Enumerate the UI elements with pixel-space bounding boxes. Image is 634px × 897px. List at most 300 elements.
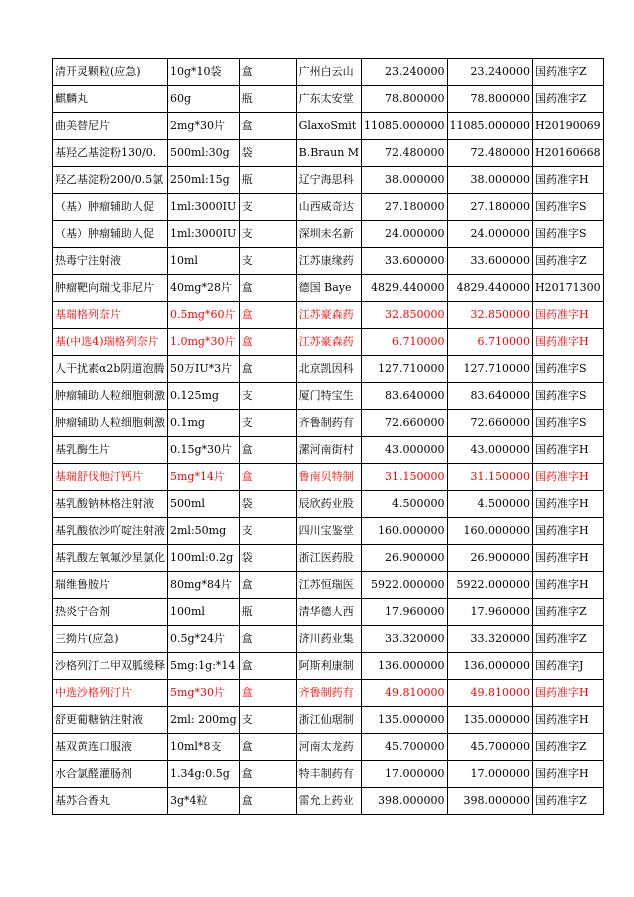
table-row [53, 572, 604, 599]
approval-number-cell[interactable] [533, 680, 604, 707]
manufacturer-cell[interactable] [296, 491, 361, 518]
price-cell[interactable] [362, 437, 447, 464]
price-cell[interactable] [362, 761, 447, 788]
table-row [53, 86, 604, 113]
manufacturer-cell[interactable] [296, 626, 361, 653]
specification-cell[interactable] [168, 221, 240, 248]
manufacturer-cell[interactable] [296, 302, 361, 329]
specification-cell-text: 0.125mg [170, 390, 219, 402]
drug-name-cell-text: 基乳酶生片 [55, 444, 110, 456]
price-cell[interactable] [362, 545, 447, 572]
drug-name-cell[interactable] [53, 194, 168, 221]
manufacturer-cell[interactable] [296, 410, 361, 437]
retail-price-cell-text: 45.700000 [470, 741, 531, 753]
table-row [53, 167, 604, 194]
manufacturer-cell[interactable] [296, 275, 361, 302]
approval-number-cell[interactable] [533, 572, 604, 599]
price-cell-text: 78.800000 [385, 93, 445, 105]
unit-cell[interactable] [239, 329, 296, 356]
drug-name-cell-text: 基瑞格列奈片 [55, 309, 121, 321]
manufacturer-cell[interactable] [296, 518, 361, 545]
specification-cell[interactable] [168, 410, 240, 437]
manufacturer-cell[interactable] [296, 599, 361, 626]
unit-cell-text: 盒 [241, 120, 253, 132]
drug-name-cell[interactable] [53, 626, 168, 653]
unit-cell-text: 支 [241, 525, 253, 537]
specification-cell[interactable] [168, 734, 240, 761]
retail-price-cell-text: 160.000000 [463, 525, 531, 537]
manufacturer-cell[interactable] [296, 194, 361, 221]
specification-cell[interactable] [168, 788, 240, 815]
approval-number-cell-text: 国药准字H [535, 498, 589, 510]
price-cell[interactable] [362, 275, 447, 302]
drug-name-cell-text: 肿瘤辅助人粒细胞刺激 [55, 390, 165, 402]
unit-cell-text: 支 [241, 417, 253, 429]
approval-number-cell-text: 国药准字Z [535, 633, 587, 645]
drug-name-cell-text: 热炎宁合剂 [55, 606, 110, 618]
price-cell-text: 17.000000 [385, 768, 445, 780]
approval-number-cell[interactable] [533, 383, 604, 410]
manufacturer-cell[interactable] [296, 761, 361, 788]
retail-price-cell-text: 23.240000 [470, 66, 531, 78]
drug-name-cell[interactable] [53, 140, 168, 167]
retail-price-cell[interactable] [447, 599, 532, 626]
unit-cell[interactable] [239, 734, 296, 761]
price-cell-text: 24.000000 [385, 228, 445, 240]
specification-cell[interactable] [168, 491, 240, 518]
retail-price-cell[interactable] [447, 275, 532, 302]
retail-price-cell[interactable] [447, 113, 532, 140]
drug-name-cell[interactable] [53, 302, 168, 329]
approval-number-cell-text: 国药准字H [535, 471, 589, 483]
unit-cell[interactable] [239, 86, 296, 113]
price-cell-text: 27.180000 [385, 201, 445, 213]
approval-number-cell[interactable] [533, 167, 604, 194]
price-cell[interactable] [362, 194, 447, 221]
drug-name-cell[interactable] [53, 59, 168, 86]
drug-name-cell-text: 基乳酸依沙吖啶注射液 [55, 525, 165, 537]
approval-number-cell-text: 国药准字S [535, 417, 587, 429]
drug-name-cell[interactable] [53, 329, 168, 356]
unit-cell[interactable] [239, 680, 296, 707]
approval-number-cell[interactable] [533, 761, 604, 788]
drug-name-cell[interactable] [53, 734, 168, 761]
manufacturer-cell-text: 辽宁海思科 [298, 174, 354, 186]
specification-cell[interactable] [168, 113, 240, 140]
price-cell[interactable] [362, 248, 447, 275]
approval-number-cell-text: 国药准字Z [535, 795, 587, 807]
retail-price-cell[interactable] [447, 140, 532, 167]
approval-number-cell-text: 国药准字Z [535, 255, 587, 267]
specification-cell[interactable] [168, 680, 240, 707]
manufacturer-cell-text: 广州白云山 [298, 66, 354, 78]
approval-number-cell[interactable] [533, 410, 604, 437]
specification-cell[interactable] [168, 329, 240, 356]
approval-number-cell[interactable] [533, 626, 604, 653]
manufacturer-cell-text: 厦门特宝生 [298, 390, 354, 402]
drug-name-cell[interactable] [53, 464, 168, 491]
unit-cell[interactable] [239, 302, 296, 329]
price-cell[interactable] [362, 113, 447, 140]
table-row [53, 464, 604, 491]
specification-cell[interactable] [168, 86, 240, 113]
table-row [53, 356, 604, 383]
specification-cell[interactable] [168, 599, 240, 626]
unit-cell[interactable] [239, 59, 296, 86]
manufacturer-cell-text: 四川宝鉴堂 [298, 525, 354, 537]
table-row [53, 599, 604, 626]
approval-number-cell[interactable] [533, 221, 604, 248]
price-cell-text: 11085.000000 [364, 120, 445, 132]
approval-number-cell[interactable] [533, 275, 604, 302]
manufacturer-cell[interactable] [296, 167, 361, 194]
retail-price-cell[interactable] [447, 167, 532, 194]
price-cell[interactable] [362, 356, 447, 383]
manufacturer-cell[interactable] [296, 113, 361, 140]
specification-cell[interactable] [168, 383, 240, 410]
approval-number-cell[interactable] [533, 464, 604, 491]
approval-number-cell[interactable] [533, 356, 604, 383]
unit-cell[interactable] [239, 221, 296, 248]
retail-price-cell-text: 11085.000000 [449, 120, 531, 132]
price-cell-text: 72.480000 [385, 147, 445, 159]
specification-cell[interactable] [168, 59, 240, 86]
table-row [53, 302, 604, 329]
table-row [53, 248, 604, 275]
unit-cell-text: 瓶 [241, 93, 253, 105]
retail-price-cell-text: 17.000000 [470, 768, 531, 780]
drug-name-cell-text: 舒更葡糖钠注射液 [55, 714, 143, 726]
approval-number-cell-text: 国药准字S [535, 201, 587, 213]
drug-name-cell[interactable] [53, 437, 168, 464]
retail-price-cell-text: 127.710000 [463, 363, 531, 375]
retail-price-cell[interactable] [447, 86, 532, 113]
specification-cell[interactable] [168, 707, 240, 734]
price-cell[interactable] [362, 329, 447, 356]
retail-price-cell[interactable] [447, 545, 532, 572]
price-cell[interactable] [362, 788, 447, 815]
price-cell-text: 135.000000 [378, 714, 445, 726]
specification-cell-text: 5mg*14片 [170, 471, 225, 483]
unit-cell[interactable] [239, 491, 296, 518]
specification-cell[interactable] [168, 626, 240, 653]
price-cell[interactable] [362, 626, 447, 653]
unit-cell-text: 支 [241, 228, 253, 240]
manufacturer-cell[interactable] [296, 545, 361, 572]
retail-price-cell[interactable] [447, 464, 532, 491]
retail-price-cell[interactable] [447, 383, 532, 410]
drug-name-cell[interactable] [53, 491, 168, 518]
specification-cell[interactable] [168, 194, 240, 221]
retail-price-cell[interactable] [447, 437, 532, 464]
approval-number-cell[interactable] [533, 86, 604, 113]
unit-cell[interactable] [239, 653, 296, 680]
unit-cell-text: 盒 [241, 363, 253, 375]
manufacturer-cell[interactable] [296, 437, 361, 464]
unit-cell[interactable] [239, 464, 296, 491]
drug-name-cell[interactable] [53, 167, 168, 194]
drug-name-cell-text: 基瑞舒伐他汀钙片 [55, 471, 143, 483]
manufacturer-cell[interactable] [296, 653, 361, 680]
specification-cell[interactable] [168, 464, 240, 491]
drug-name-cell[interactable] [53, 275, 168, 302]
table-row [53, 788, 604, 815]
price-cell[interactable] [362, 518, 447, 545]
price-cell[interactable] [362, 410, 447, 437]
specification-cell[interactable] [168, 572, 240, 599]
retail-price-cell-text: 135.000000 [463, 714, 531, 726]
price-cell-text: 6.710000 [392, 336, 445, 348]
retail-price-cell-text: 72.660000 [470, 417, 531, 429]
manufacturer-cell[interactable] [296, 734, 361, 761]
approval-number-cell[interactable] [533, 734, 604, 761]
retail-price-cell[interactable] [447, 572, 532, 599]
retail-price-cell[interactable] [447, 626, 532, 653]
approval-number-cell[interactable] [533, 59, 604, 86]
unit-cell-text: 支 [241, 390, 253, 402]
retail-price-cell[interactable] [447, 302, 532, 329]
drug-name-cell[interactable] [53, 572, 168, 599]
unit-cell-text: 盒 [241, 687, 253, 699]
approval-number-cell-text: 国药准字H [535, 525, 589, 537]
price-cell[interactable] [362, 491, 447, 518]
unit-cell[interactable] [239, 410, 296, 437]
retail-price-cell-text: 5922.000000 [456, 579, 531, 591]
retail-price-cell[interactable] [447, 59, 532, 86]
table-body [53, 59, 604, 815]
retail-price-cell[interactable] [447, 329, 532, 356]
drug-name-cell[interactable] [53, 383, 168, 410]
unit-cell[interactable] [239, 707, 296, 734]
retail-price-cell[interactable] [447, 410, 532, 437]
manufacturer-cell-text: 河南太龙药 [298, 741, 354, 753]
approval-number-cell[interactable] [533, 329, 604, 356]
unit-cell[interactable] [239, 140, 296, 167]
price-cell[interactable] [362, 140, 447, 167]
price-cell-text: 5922.000000 [371, 579, 445, 591]
approval-number-cell[interactable] [533, 437, 604, 464]
unit-cell[interactable] [239, 356, 296, 383]
specification-cell-text: 5mg*30片 [170, 687, 225, 699]
manufacturer-cell[interactable] [296, 707, 361, 734]
approval-number-cell[interactable] [533, 653, 604, 680]
manufacturer-cell[interactable] [296, 86, 361, 113]
price-cell[interactable] [362, 59, 447, 86]
retail-price-cell[interactable] [447, 491, 532, 518]
price-cell[interactable] [362, 599, 447, 626]
price-cell[interactable] [362, 464, 447, 491]
specification-cell-text: 50万IU*3片 [170, 363, 233, 375]
unit-cell[interactable] [239, 167, 296, 194]
approval-number-cell[interactable] [533, 788, 604, 815]
approval-number-cell-text: 国药准字Z [535, 93, 587, 105]
retail-price-cell[interactable] [447, 734, 532, 761]
price-cell-text: 4.500000 [392, 498, 445, 510]
drug-name-cell-text: （基）肿瘤辅助人促 [55, 201, 154, 213]
drug-name-cell[interactable] [53, 707, 168, 734]
specification-cell[interactable] [168, 167, 240, 194]
specification-cell-text: 60g [170, 93, 192, 105]
unit-cell[interactable] [239, 113, 296, 140]
specification-cell[interactable] [168, 518, 240, 545]
approval-number-cell[interactable] [533, 194, 604, 221]
drug-name-cell[interactable] [53, 248, 168, 275]
approval-number-cell-text: H20160668 [535, 147, 601, 159]
drug-name-cell[interactable] [53, 545, 168, 572]
table-row [53, 410, 604, 437]
manufacturer-cell[interactable] [296, 464, 361, 491]
price-cell[interactable] [362, 572, 447, 599]
manufacturer-cell[interactable] [296, 248, 361, 275]
specification-cell[interactable] [168, 248, 240, 275]
retail-price-cell[interactable] [447, 788, 532, 815]
drug-name-cell-text: 基乳酸钠林格注射液 [55, 498, 154, 510]
drug-name-cell[interactable] [53, 680, 168, 707]
price-cell[interactable] [362, 86, 447, 113]
unit-cell-text: 袋 [241, 498, 253, 510]
manufacturer-cell[interactable] [296, 788, 361, 815]
price-cell[interactable] [362, 302, 447, 329]
approval-number-cell[interactable] [533, 518, 604, 545]
unit-cell-text: 盒 [241, 471, 253, 483]
approval-number-cell[interactable] [533, 545, 604, 572]
approval-number-cell[interactable] [533, 140, 604, 167]
price-cell-text: 23.240000 [385, 66, 445, 78]
retail-price-cell-text: 33.600000 [470, 255, 531, 267]
drug-name-cell[interactable] [53, 113, 168, 140]
table-row [53, 113, 604, 140]
retail-price-cell[interactable] [447, 221, 532, 248]
drug-name-cell-text: 曲美替尼片 [55, 120, 110, 132]
manufacturer-cell[interactable] [296, 572, 361, 599]
specification-cell[interactable] [168, 545, 240, 572]
unit-cell[interactable] [239, 626, 296, 653]
manufacturer-cell[interactable] [296, 59, 361, 86]
approval-number-cell[interactable] [533, 491, 604, 518]
price-cell[interactable] [362, 707, 447, 734]
retail-price-cell[interactable] [447, 248, 532, 275]
unit-cell[interactable] [239, 599, 296, 626]
drug-name-cell[interactable] [53, 356, 168, 383]
unit-cell[interactable] [239, 788, 296, 815]
specification-cell[interactable] [168, 302, 240, 329]
price-cell-text: 26.900000 [385, 552, 445, 564]
unit-cell[interactable] [239, 518, 296, 545]
manufacturer-cell-text: 江苏豪森药 [298, 309, 354, 321]
table-row [53, 491, 604, 518]
price-cell[interactable] [362, 653, 447, 680]
unit-cell-text: 瓶 [241, 174, 253, 186]
manufacturer-cell[interactable] [296, 356, 361, 383]
approval-number-cell-text: H20171300 [535, 282, 601, 294]
approval-number-cell-text: 国药准字H [535, 552, 589, 564]
retail-price-cell[interactable] [447, 356, 532, 383]
drug-name-cell[interactable] [53, 86, 168, 113]
specification-cell[interactable] [168, 140, 240, 167]
price-cell[interactable] [362, 383, 447, 410]
manufacturer-cell-text: 浙江医药股 [298, 552, 354, 564]
specification-cell[interactable] [168, 356, 240, 383]
unit-cell[interactable] [239, 572, 296, 599]
manufacturer-cell[interactable] [296, 221, 361, 248]
price-cell[interactable] [362, 734, 447, 761]
approval-number-cell[interactable] [533, 302, 604, 329]
drug-name-cell[interactable] [53, 653, 168, 680]
drug-name-cell[interactable] [53, 410, 168, 437]
unit-cell[interactable] [239, 545, 296, 572]
approval-number-cell-text: 国药准字H [535, 444, 589, 456]
drug-name-cell-text: 中选沙格列汀片 [55, 687, 132, 699]
manufacturer-cell-text: 雷允上药业 [298, 795, 354, 807]
table-row [53, 707, 604, 734]
specification-cell-text: 1.34g:0.5g [170, 768, 230, 780]
retail-price-cell[interactable] [447, 707, 532, 734]
specification-cell-text: 3g*4粒 [170, 795, 208, 807]
price-cell-text: 72.660000 [385, 417, 445, 429]
unit-cell[interactable] [239, 275, 296, 302]
unit-cell-text: 盒 [241, 282, 253, 294]
approval-number-cell[interactable] [533, 599, 604, 626]
retail-price-cell[interactable] [447, 761, 532, 788]
drug-name-cell[interactable] [53, 518, 168, 545]
manufacturer-cell-text: B.Braun M [298, 147, 360, 159]
drug-name-cell[interactable] [53, 221, 168, 248]
specification-cell[interactable] [168, 275, 240, 302]
retail-price-cell[interactable] [447, 194, 532, 221]
manufacturer-cell-text: 辰欣药业股 [298, 498, 354, 510]
manufacturer-cell-text: 江苏康缘药 [298, 255, 354, 267]
drug-name-cell-text: 清开灵颗粒(应急) [55, 66, 141, 78]
approval-number-cell[interactable] [533, 248, 604, 275]
drug-name-cell[interactable] [53, 761, 168, 788]
specification-cell[interactable] [168, 437, 240, 464]
manufacturer-cell[interactable] [296, 140, 361, 167]
unit-cell[interactable] [239, 194, 296, 221]
retail-price-cell-text: 49.810000 [470, 687, 531, 699]
approval-number-cell-text: 国药准字J [535, 660, 584, 672]
approval-number-cell-text: 国药准字H [535, 174, 589, 186]
retail-price-cell-text: 33.320000 [470, 633, 531, 645]
retail-price-cell-text: 4.500000 [477, 498, 531, 510]
drug-name-cell[interactable] [53, 788, 168, 815]
drug-name-cell-text: 麒麟丸 [55, 93, 88, 105]
retail-price-cell[interactable] [447, 680, 532, 707]
manufacturer-cell-text: 德国 Baye [298, 282, 352, 294]
unit-cell-text: 盒 [241, 66, 253, 78]
price-cell[interactable] [362, 221, 447, 248]
specification-cell[interactable] [168, 761, 240, 788]
unit-cell[interactable] [239, 383, 296, 410]
retail-price-cell[interactable] [447, 653, 532, 680]
approval-number-cell[interactable] [533, 707, 604, 734]
unit-cell[interactable] [239, 437, 296, 464]
manufacturer-cell[interactable] [296, 329, 361, 356]
table-row [53, 275, 604, 302]
manufacturer-cell[interactable] [296, 680, 361, 707]
specification-cell[interactable] [168, 653, 240, 680]
manufacturer-cell[interactable] [296, 383, 361, 410]
manufacturer-cell-text: 鲁南贝特制 [298, 471, 354, 483]
unit-cell[interactable] [239, 248, 296, 275]
retail-price-cell[interactable] [447, 518, 532, 545]
price-cell[interactable] [362, 167, 447, 194]
unit-cell[interactable] [239, 761, 296, 788]
price-cell[interactable] [362, 680, 447, 707]
manufacturer-cell-text: 阿斯利康制 [298, 660, 354, 672]
table-row [53, 140, 604, 167]
drug-name-cell[interactable] [53, 599, 168, 626]
approval-number-cell[interactable] [533, 113, 604, 140]
